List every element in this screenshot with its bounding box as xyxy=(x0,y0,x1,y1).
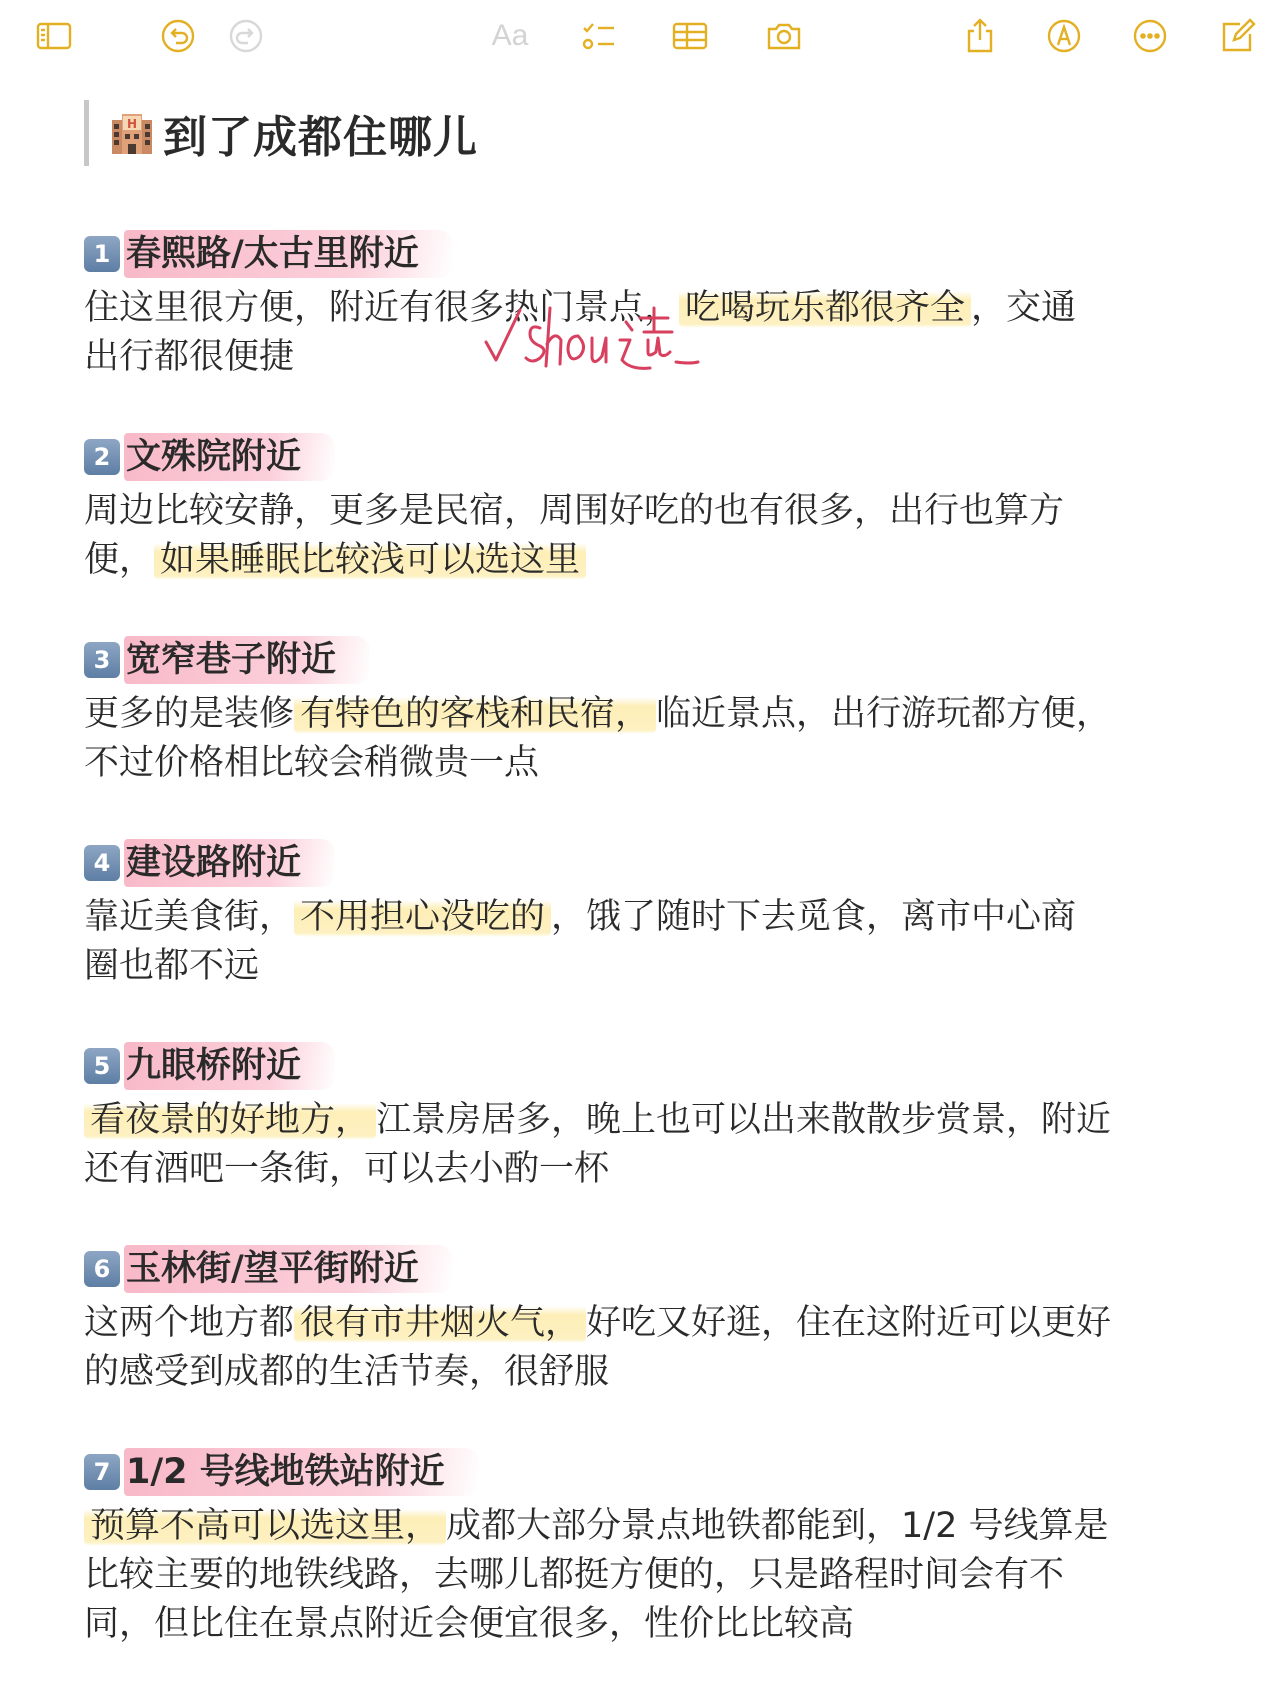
body-text: 的感受到成都的生活节奏，很舒服 xyxy=(84,1352,610,1392)
body-text: 靠近美食街， xyxy=(84,897,295,937)
section-title: 宽窄巷子附近 xyxy=(124,636,370,684)
number-badge-icon: 5 xyxy=(84,1048,120,1084)
number-badge-icon: 1 xyxy=(84,236,120,272)
body-text: 住这里很方便，附近有很多热门景点， xyxy=(84,288,680,328)
body-line xyxy=(84,536,1204,585)
section-heading xyxy=(84,837,1204,889)
body-text: 出行都很便捷 xyxy=(84,337,295,377)
hotel-icon xyxy=(109,110,155,156)
section-heading xyxy=(84,1446,1204,1498)
section-title: 建设路附近 xyxy=(124,839,335,887)
body-line xyxy=(84,1145,1204,1194)
body-text: 便， xyxy=(84,540,155,580)
number-badge-icon: 6 xyxy=(84,1251,120,1287)
highlighted-text: 如果睡眠比较浅可以选这里 xyxy=(154,540,586,580)
body-line xyxy=(84,1600,1204,1649)
section-heading xyxy=(84,634,1204,686)
body-text: 更多的是装修 xyxy=(84,694,295,734)
body-text: 成都大部分景点地铁都能到，1/2 号线算是 xyxy=(446,1506,1109,1546)
note-title-row xyxy=(84,100,1204,166)
section-heading xyxy=(84,1243,1204,1295)
note-section xyxy=(84,431,1204,634)
note-section xyxy=(84,1243,1204,1446)
section-title: 1/2 号线地铁站附近 xyxy=(124,1448,479,1496)
checklist-icon[interactable] xyxy=(576,14,620,58)
section-title: 九眼桥附近 xyxy=(124,1042,335,1090)
body-line xyxy=(84,942,1204,991)
body-text: 临近景点，出行游玩都方便， xyxy=(656,694,1112,734)
body-text: 同，但比住在景点附近会便宜很多，性价比比较高 xyxy=(84,1604,855,1644)
section-heading xyxy=(84,1040,1204,1092)
text-format-label: Aa xyxy=(491,19,529,52)
section-body xyxy=(84,1502,1204,1649)
more-options-icon[interactable] xyxy=(1128,14,1172,58)
body-line xyxy=(84,739,1204,788)
number-badge-icon: 7 xyxy=(84,1454,120,1490)
share-icon[interactable] xyxy=(958,14,1002,58)
svg-text:H: H xyxy=(126,117,138,131)
number-badge-icon: 3 xyxy=(84,642,120,678)
body-text: 这两个地方都 xyxy=(84,1303,295,1343)
note-title: 到了成都住哪儿 xyxy=(163,112,478,163)
markup-pen-icon[interactable] xyxy=(1042,14,1086,58)
sections-list xyxy=(84,228,1204,1649)
camera-icon[interactable] xyxy=(762,14,806,58)
body-line xyxy=(84,1551,1204,1600)
undo-icon[interactable] xyxy=(156,14,200,58)
note-section xyxy=(84,634,1204,837)
number-badge-icon: 4 xyxy=(84,845,120,881)
body-line xyxy=(84,893,1204,942)
compose-icon[interactable] xyxy=(1216,14,1260,58)
section-title: 文殊院附近 xyxy=(124,433,335,481)
note-section xyxy=(84,1040,1204,1243)
section-body xyxy=(84,1096,1204,1194)
body-line xyxy=(84,690,1204,739)
section-heading xyxy=(84,431,1204,483)
body-text: 江景房居多，晚上也可以出来散散步赏景，附近 xyxy=(376,1100,1112,1140)
highlighted-text: 预算不高可以选这里， xyxy=(84,1506,446,1546)
section-body xyxy=(84,1299,1204,1397)
redo-icon[interactable] xyxy=(224,14,268,58)
highlighted-text: 有特色的客栈和民宿， xyxy=(294,694,656,734)
body-text: 还有酒吧一条街，可以去小酌一杯 xyxy=(84,1149,610,1189)
body-text: ，交通 xyxy=(971,288,1077,328)
section-title: 玉林街/望平街附近 xyxy=(124,1245,453,1293)
body-line xyxy=(84,1096,1204,1145)
body-line xyxy=(84,1502,1204,1551)
section-body xyxy=(84,893,1204,991)
highlighted-text: 很有市井烟火气， xyxy=(294,1303,586,1343)
body-text: 圈也都不远 xyxy=(84,946,260,986)
note-section xyxy=(84,837,1204,1040)
section-title: 春熙路/太古里附近 xyxy=(124,230,453,278)
body-line xyxy=(84,1299,1204,1348)
section-heading xyxy=(84,228,1204,280)
handwritten-annotation xyxy=(480,300,720,390)
section-body xyxy=(84,690,1204,788)
highlighted-text: 不用担心没吃的 xyxy=(294,897,551,937)
body-text: ，饿了随时下去觅食，离市中心商 xyxy=(551,897,1077,937)
body-text: 好吃又好逛，住在这附近可以更好 xyxy=(586,1303,1112,1343)
note-section xyxy=(84,1446,1204,1649)
body-text: 不过价格相比较会稍微贵一点 xyxy=(84,743,540,783)
body-text: 比较主要的地铁线路，去哪儿都挺方便的，只是路程时间会有不 xyxy=(84,1555,1065,1595)
body-text: 周边比较安静，更多是民宿，周围好吃的也有很多，出行也算方 xyxy=(84,491,1065,531)
text-format-button[interactable] xyxy=(480,14,540,58)
note-toolbar xyxy=(0,0,1280,72)
highlighted-text: 吃喝玩乐都很齐全 xyxy=(679,288,971,328)
number-badge-icon: 2 xyxy=(84,439,120,475)
body-line xyxy=(84,487,1204,536)
table-icon[interactable] xyxy=(668,14,712,58)
sidebar-toggle-icon[interactable] xyxy=(32,14,76,58)
section-body xyxy=(84,487,1204,585)
body-line xyxy=(84,1348,1204,1397)
highlighted-text: 看夜景的好地方， xyxy=(84,1100,376,1140)
